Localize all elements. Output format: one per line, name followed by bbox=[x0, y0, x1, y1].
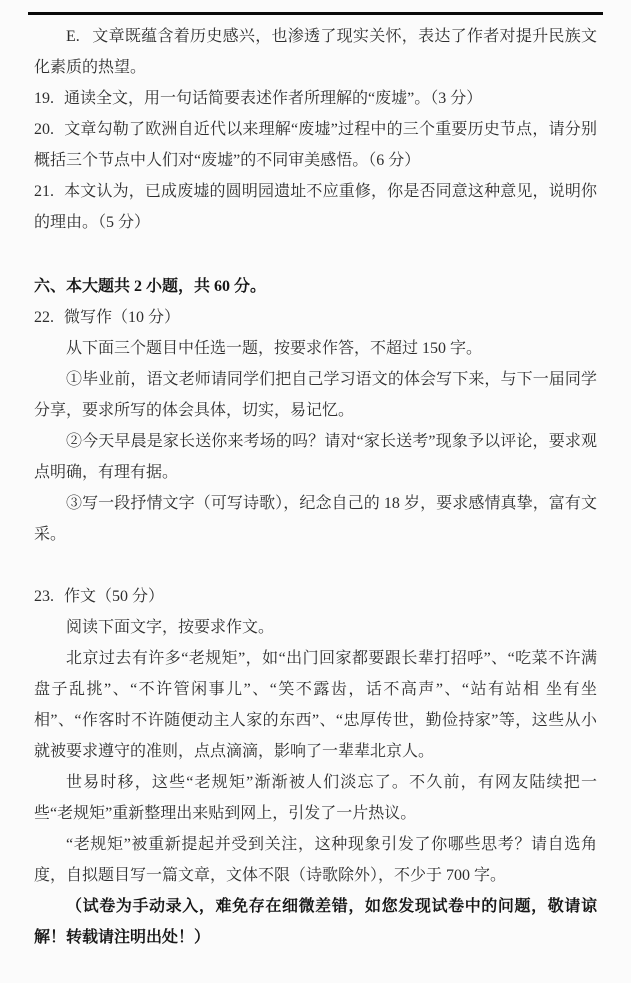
question-23-title-text: 作文（50 分） bbox=[64, 588, 165, 605]
footer-disclaimer-text: （试卷为手动录入，难免存在细微差错，如您发现试卷中的问题，敬请谅解！转载请注明出处！） bbox=[34, 898, 597, 946]
question-22-title bbox=[34, 302, 597, 333]
question-22-option-1 bbox=[34, 364, 597, 426]
question-23-passage-3-text: “老规矩”被重新提起并受到关注，这种现象引发了你哪些思考？请自选角度，自拟题目写一篇文章，文体不限（诗歌除外），不少于 700 字。 bbox=[34, 836, 597, 884]
question-21 bbox=[34, 176, 597, 238]
question-23-passage-2-text: 世易时移，这些“老规矩”渐渐被人们淡忘了。不久前，有网友陆续把一些“老规矩”重新整理出来贴到网上，引发了一片热议。 bbox=[34, 774, 597, 822]
question-23-number: 23. bbox=[34, 588, 54, 605]
question-19-number: 19. bbox=[34, 90, 54, 107]
question-19-text: 通读全文，用一句话简要表述作者所理解的“废墟”。（3 分） bbox=[64, 90, 483, 107]
page-top-rule bbox=[28, 12, 603, 15]
question-23-title bbox=[34, 581, 597, 612]
question-22-option-3 bbox=[34, 488, 597, 550]
question-23-passage-1 bbox=[34, 643, 597, 767]
question-22-option-3-text: ③写一段抒情文字（可写诗歌），纪念自己的 18 岁，要求感情真挚，富有文采。 bbox=[34, 495, 597, 543]
section-six-heading-text: 六、本大题共 2 小题，共 60 分。 bbox=[34, 278, 267, 295]
choice-e bbox=[34, 21, 597, 83]
question-22-number: 22. bbox=[34, 309, 54, 326]
section-six-heading bbox=[34, 271, 597, 302]
question-22-option-1-text: ①毕业前，语文老师请同学们把自己学习语文的体会写下来，与下一届同学分享，要求所写的体会具体，切实，易记忆。 bbox=[34, 371, 597, 419]
question-23-intro bbox=[34, 612, 597, 643]
question-21-number: 21. bbox=[34, 183, 54, 200]
question-20-text: 文章勾勒了欧洲自近代以来理解“废墟”过程中的三个重要历史节点，请分别概括三个节点中人们对“废墟”的不同审美感悟。（6 分） bbox=[34, 121, 597, 169]
question-22-title-text: 微写作（10 分） bbox=[64, 309, 181, 326]
choice-e-text: 文章既蕴含着历史感兴，也渗透了现实关怀，表达了作者对提升民族文化素质的热望。 bbox=[34, 28, 597, 76]
question-22-intro-text: 从下面三个题目中任选一题，按要求作答，不超过 150 字。 bbox=[66, 340, 483, 357]
choice-e-label: E. bbox=[66, 28, 80, 45]
question-19 bbox=[34, 83, 597, 114]
question-22-intro bbox=[34, 333, 597, 364]
question-23-passage-1-text: 北京过去有许多“老规矩”，如“出门回家都要跟长辈打招呼”、“吃菜不许满盘子乱挑”、“不许管闲事儿”、“笑不露齿，话不高声”、“站有站相 坐有坐相”、“作客时不许随便动主人家的东西”、“忠厚传世，勤俭持家”等，这些从小就被要求遵守的准则，点点滴滴，影响了一辈辈北京人。 bbox=[34, 650, 597, 760]
question-22-option-2 bbox=[34, 426, 597, 488]
footer-disclaimer bbox=[34, 891, 597, 953]
question-21-text: 本文认为，已成废墟的圆明园遗址不应重修，你是否同意这种意见，说明你的理由。（5 分） bbox=[34, 183, 597, 231]
question-23-passage-3 bbox=[34, 829, 597, 891]
question-23-intro-text: 阅读下面文字，按要求作文。 bbox=[66, 619, 275, 636]
question-22-option-2-text: ②今天早晨是家长送你来考场的吗？请对“家长送考”现象予以评论，要求观点明确，有理有据。 bbox=[34, 433, 597, 481]
question-20 bbox=[34, 114, 597, 176]
question-20-number: 20. bbox=[34, 121, 54, 138]
question-23-passage-2 bbox=[34, 767, 597, 829]
